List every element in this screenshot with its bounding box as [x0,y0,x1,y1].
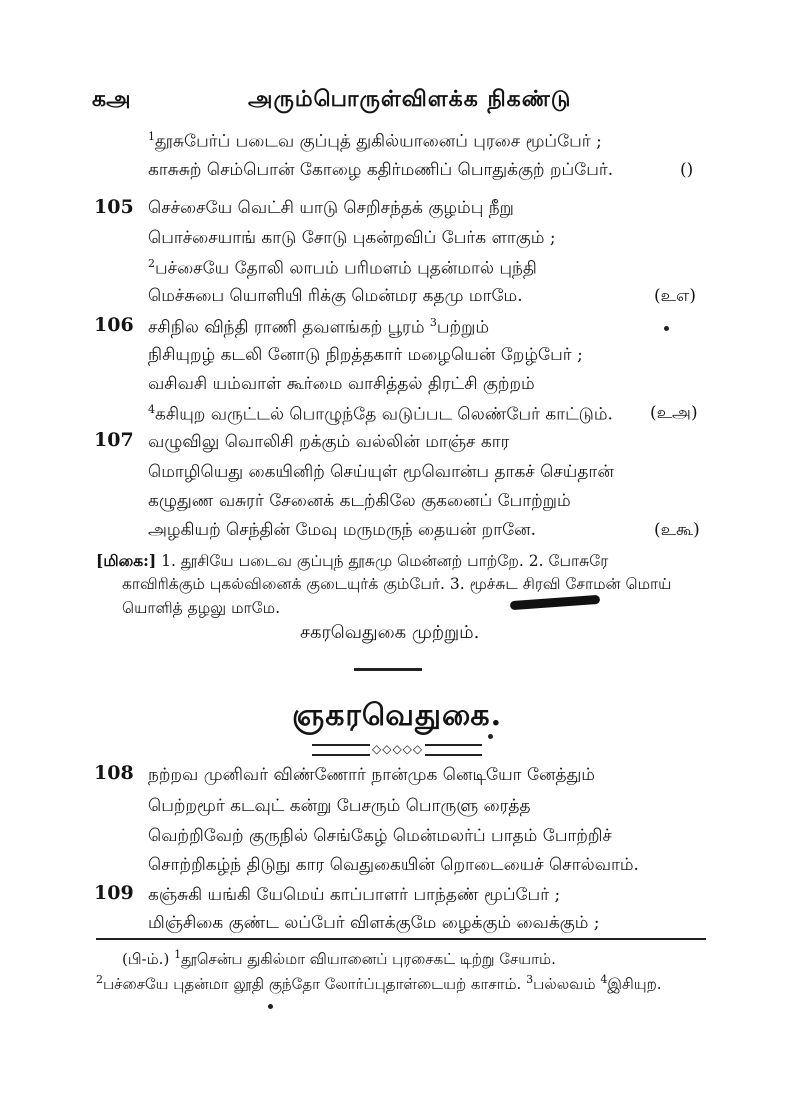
verse-end-number: (உஎ) [654,286,696,306]
verse-line: $^2$பச்சையே தோலி லாபம் பரிமளம் புதன்மால் புந்தி [148,257,537,279]
ink-stroke [510,595,600,610]
verse-line: செச்சையே வெட்சி யாடு செறிசந்தக் குழம்பு நீறு [148,198,514,218]
notes-line: காவிரிக்கும் புகல்வினைக் குடையுர்க் கும்பேர். 3. மூச்சுட சிரவி சோமன் மொய் [122,575,672,593]
verse-line: கஞ்சுகி யங்கி யேமெய் காப்பாளர் பாந்தண் மூப்பேர் ; [148,885,561,905]
verse-end-number: (உஅ) [650,403,698,423]
verse-line: வழுவிலு வொலிசி றக்கும் வல்லின் மாஞ்ச கார [148,432,510,452]
verse-line: சொற்றிகழ்ந் திடுநு கார வெதுகையின் றொடையைச் சொல்வாம். [148,855,639,875]
verse-line: காசுசுற் செம்பொன் கோழை கதிர்மணிப் பொதுக்குற் றப்பேர். [148,160,614,180]
ornament-motif: ◇◇◇◇◇ [372,742,424,756]
verse-line: மிஞ்சிகை குண்ட லப்பேர் விளக்குமே ழைக்கும் வைக்கும் ; [148,913,600,933]
verse-number: 106 [94,314,134,336]
verse-number: 108 [94,762,134,784]
ink-speck [488,734,493,739]
section-end-text: சகரவெதுகை முற்றும். [300,622,480,643]
running-head: அரும்பொருள்விளக்க நிகண்டு [248,86,572,112]
page-number: கஅ [92,86,131,112]
section-divider [354,668,422,671]
verse-number: 109 [94,882,134,904]
footnote-line: $^2$பச்சையே புதன்மா லூதி குந்தோ லோர்ப்புதாள்டையற் காசாம். $^3$பல்லவம் $^4$இசியுற. [96,973,662,993]
verse-line: கழுதுண வசுரர் சேனைக் கடற்கிலே குகனைப் போற்றும் [148,491,571,511]
verse-line: $^4$கசியுற வருட்டல் பொழுந்தே வடுப்பட லெண்பேர் காட்டும். [148,403,613,425]
section-title: ஞகரவெதுகை. [292,698,503,733]
verse-number: 105 [94,196,134,218]
verse-line: வசிவசி யம்வாள் கூர்மை வாசித்தல் திரட்சி குற்றம் [148,374,535,394]
verse-line: நற்றவ முனிவர் விண்ணோர் நான்முக னெடியோ னேத்தும் [148,765,595,785]
verse-line: பொச்சையாங் காடு சோடு புகன்றவிப் பேர்க ளாகும் ; [148,228,556,248]
verse-line: அழகியற் செந்தின் மேவு மருமருந் தையன் றானே. [148,520,537,540]
ink-speck [268,1004,273,1009]
notes-line: யொளித் தழலு மாமே. [122,599,281,617]
footnote-rule [96,938,706,940]
verse-end-mark: () [680,160,694,180]
verse-end-number: (உகூ) [654,520,700,540]
verse-line: மெச்சுபை யொளியி ரிக்கு மென்மர கதமு மாமே. [148,286,523,306]
verse-line: வெற்றிவேற் குருநில் செங்கேழ் மென்மலர்ப் பாதம் போற்றிச் [148,826,612,846]
footnote-line: (பி-ம்.) $^1$தூசென்ப துகில்மா வியானைப் புரசைகட் டிற்று சேயாம். [122,948,556,968]
verse-line: $^1$தூசுபேர்ப் படைவ குப்புத் துகில்யானைப் புரசை மூப்பேர் ; [148,130,602,152]
verse-number: 107 [94,429,134,451]
verse-line: மொழியெது கையினிற் செய்யுள் மூவொன்ப தாகச் செய்தான் [148,462,614,482]
ink-speck [664,326,669,331]
verse-line: நிசியுறழ் கடலி னோடு நிறத்தகார் மழையென் றேழ்பேர் ; [148,345,583,365]
verse-line: பெற்றமூர் கடவுட் கன்று பேசரும் பொருளு ரைத்த [148,796,531,816]
verse-line: சசிநில விந்தி ராணி தவளங்கற் பூரம் $^3$பற்றும் [148,316,490,338]
notes-line: [மிகை:] 1. தூசியே படைவ குப்புந் தூசுமு மென்னற் பாற்றே. 2. போசுரே [96,551,609,570]
